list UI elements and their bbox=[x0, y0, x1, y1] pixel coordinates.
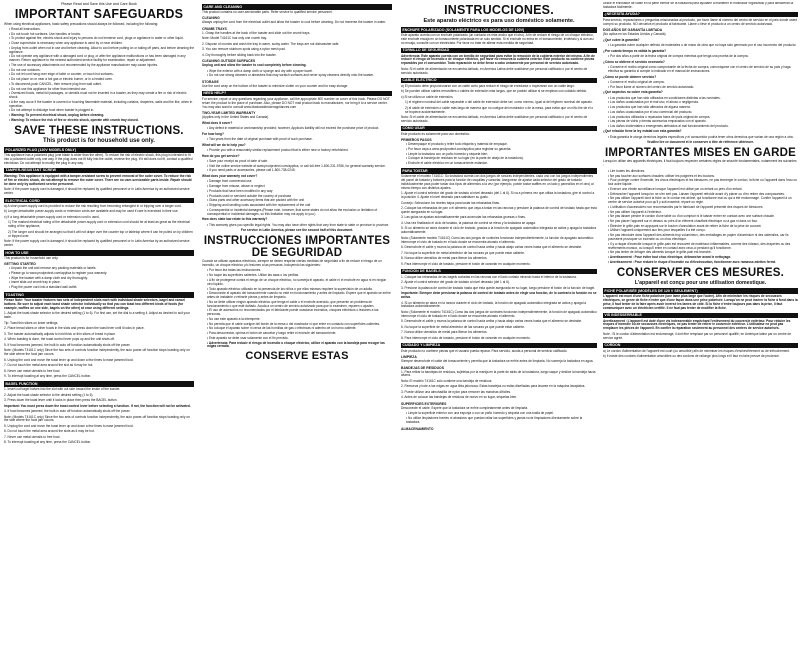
bagel-step: 8. To interrupt toasting at any time, press the CANCEL button. bbox=[4, 440, 92, 445]
fr-cord-item: b) Il existe des cordons d'alimentation amovibles ou des cordons de rallonge plus longs et il faut en faire preuve de prudence. bbox=[603, 354, 780, 359]
warranty-line-es: ¿Por cuánto tiempo es válida la garantía? bbox=[603, 48, 667, 53]
help-text: For service, repair or any questions regarding your appliance, call the appropriate 800 number on cover of this book. Please DO NOT return the product to the place of purchase. Also, please DO NOT mail product back to manufacturer, nor bring it to a service center. You may also want to consult www.blackanddeckerappliances.com bbox=[202, 96, 390, 109]
list-item: • Il y a risque d'incendie lorsque le grille-pain est recouvert de matériaux inflammables, comme des rideaux, des draperies ou des revêtements muraux, ou lorsqu'il entre en contact avec ceux-ci pendant qu'il fonctionne. bbox=[608, 243, 798, 251]
bagel-step: 2. Adjust the toast shade selector to the desired setting (1 to 6). bbox=[4, 392, 94, 397]
toast-step-es: 8. Nunca utilice utensilios de metal para liberar los alimentos. bbox=[401, 256, 488, 261]
storage-text-es: Utilice el enrollador de cable en la parte inferior de la tostadora para ayudarle a mantener el mostrador organizado y para almacenar la tostadora fácilmente. bbox=[603, 2, 794, 9]
list-item: • Ne pas placer l'appareil sur ni dessus ou près d'un élément chauffant électrique ou à gaz ni dans un four. bbox=[608, 220, 798, 224]
toast-step-es: 3. Las guías se ajustan automáticamente para acomodar las rebanadas gruesas o finas. bbox=[401, 215, 526, 220]
bagel-step: Note: (Models T4161C only) Since the two sets of controls function independently, the auto power-off function stops toasting only on the side where the food jam occurs. bbox=[4, 414, 190, 423]
cord-item: b) Longer detachable power-supply cords or extension cords are available and may be used if care is exercised in their use. bbox=[4, 209, 179, 214]
list-item: • This warranty gives you specific legal rights. You may also have other rights that vary from state to state or province to province. bbox=[207, 224, 392, 228]
title-instrucciones: INSTRUCCIONES. bbox=[444, 3, 554, 17]
title-mises-en-garde: IMPORTANTES MISES EN GARDE bbox=[605, 147, 796, 160]
cord-item-es: c) Si se utiliza un cable de extensión, bbox=[401, 94, 454, 99]
list-item: • Coloque la bandeja de residuos en su lugar (en la parte de abajo de la tostadora). bbox=[406, 157, 597, 161]
toast-step-es: 4. Una vez finalizado el ciclo de tostado, la palanca de control se eleva y la tostadora se apaga. bbox=[401, 220, 536, 225]
list-item: • Enchufe el cable eléctrico en un tomacorriente estándar. bbox=[406, 162, 597, 166]
first-steps-list-es bbox=[401, 143, 597, 166]
list-item: • Los daños ocasionados por el mal uso, el abuso o negligencia. bbox=[608, 101, 798, 105]
crumb-step: 2. Dispose of crumbs and wash the tray in warm, sudsy water. The trays are not dishwasher safe. bbox=[202, 41, 340, 46]
list-item: • Shipping and handling costs associated with the replacement of the unit bbox=[207, 204, 392, 208]
ext-list-es bbox=[401, 412, 597, 425]
fr-household-subtitle: L'appareil est conçu pour une utilisation domestique. bbox=[634, 279, 767, 286]
care-text: This product contains no user-serviceable parts. Refer service to qualified service personnel. bbox=[202, 9, 333, 14]
list-item: • Read all instructions. bbox=[9, 28, 194, 32]
toast-step-es: 5. Si un alimento se atora durante el ciclo de tostado, gracias a la función de apagado automático integrada se activa y apaga la tostadora automáticamente. bbox=[401, 226, 597, 235]
conserver-title: CONSERVER CES MESURES. bbox=[616, 266, 785, 279]
section-header-tornillo: TORNILLO DE SEGURIDAD bbox=[401, 48, 597, 54]
column-spanish-usage bbox=[401, 2, 597, 659]
warranty-line: How does state law relate to this warranty? bbox=[202, 217, 268, 222]
list-item: • Por favor llame al número del centro de servicio autorizado. bbox=[608, 86, 798, 90]
subheader-cleaning: CLEANING bbox=[202, 16, 220, 21]
fr-screw-text: Avertissement : L'appareil est doté d'une vis indesserrable empêchant l'enlèvement du couvercle extérieur. Pour réduire les risques d'incendie ou de secousses électriques, ne pas tenter de retirer le couvercle extérieur. L'utilisateur ne peut pas remplacer les pièces de l'appareil. En confier la réparation seulement au personnel des centres de service autorisés. bbox=[603, 318, 791, 331]
warranty-line-es: ¿Qué relación tiene la ley estatal con esta garantía? bbox=[603, 129, 682, 134]
service-note: For service in Latin America, please see the second half of this document. bbox=[240, 228, 354, 233]
list-item: • Products used or serviced outside the country of purchase bbox=[207, 195, 392, 199]
surfaces-bold: Unplug unit and allow the toaster to cool completely before cleaning. bbox=[202, 63, 307, 68]
cord-item: a) A short power-supply cord is provided to reduce the risk resulting from becoming entangled in or tripping over a longer cord. bbox=[4, 203, 182, 208]
column-english-safeguards bbox=[4, 2, 194, 659]
section-header-vis: VIS INDESSERRABLE bbox=[603, 313, 798, 319]
tray-step-es: 1. Para retirar la bandejas de residuos, sujételas por la manija en la parte de atrás de la tostadora, luego saque y deslice la bandeja hacia afuera. bbox=[401, 369, 596, 378]
list-item: • Este aparato se debe usar solamente con el fin previsto. bbox=[207, 337, 392, 341]
list-item: • Plug the power cord into a standard wall outlet. bbox=[9, 286, 194, 290]
subheader-limpieza: LIMPIEZA bbox=[401, 355, 417, 360]
toast-step-es: Consejo: Seleccione los niveles bajos para tostar las rebanadas finas. bbox=[401, 200, 500, 205]
warranty-line: What does it cover? bbox=[202, 120, 233, 125]
section-header-need-help: NEED HELP? bbox=[202, 91, 392, 97]
care-text-es: Este producto no contiene piezas que el usuario pueda reparar. Para servicio, acuda a personal de servicio calificado. bbox=[401, 348, 568, 353]
safeguards-intro: When using electrical appliances, basic safety precautions should always be followed, including the following: bbox=[4, 21, 159, 26]
bagel-step: Important: You must press down the toast control lever before selecting a function. If not, the function will not be activated. bbox=[4, 403, 191, 408]
tamper-screw-text: Warning: This appliance is equipped with a tamper-resistant screw to prevent removal of the outer cover. To reduce the risk of fire or electric shock, do not attempt to remove the outer cover. There are no user-serviceable parts inside. Repair should be done only by authorized service personnel. bbox=[4, 173, 192, 186]
warranty-es-list-4 bbox=[603, 81, 798, 90]
list-item: • Close supervision is necessary when any appliance is used by or near children. bbox=[9, 42, 194, 46]
how-to-use-text: This product is for household use only. bbox=[4, 255, 59, 260]
cord-item: 2) The longer cord should be arranged so that it will not drape over the counter top or tabletop where it can be pulled on by children or tripped over. bbox=[8, 229, 193, 238]
cord-item-es: b) Se pueden utilizar cables removibles o cables de extensión más largos, que se podrán utilizar si se emplean con cuidado debido. bbox=[401, 89, 588, 94]
cleaning-text: Always unplug the cord from the electrical outlet and allow the toaster to cool before cleaning. Do not immerse the toaster in water. bbox=[202, 20, 386, 25]
toasting-step: 2. Place bread slices or other foods in the slots and press down the toast lever until it locks in place. bbox=[4, 326, 145, 331]
warranty-line: For how long? bbox=[202, 131, 224, 136]
list-item: • Any defect in material or workmanship provided; however, Applica's liability will not exceed the purchase price of product. bbox=[207, 127, 392, 131]
subheader-warranty: TWO-YEAR LIMITED WARRANTY bbox=[202, 111, 256, 116]
section-header-cordon: CORDON bbox=[603, 343, 798, 349]
list-item: • Provide you with a reasonably similar replacement product that is either new or factory refurbished. bbox=[207, 149, 392, 153]
subheader-crumb-trays: CRUMB TRAYS bbox=[202, 26, 227, 31]
toast-step-es: 9. Para interrumpir el ciclo de tostado, presione el botón de cancelar en cualquier momento. bbox=[401, 261, 531, 266]
list-item: • Las piezas de vidrio y demás accesorios empacados con el aparato. bbox=[608, 120, 798, 124]
list-item: • Wipe the exterior with a damp cloth or sponge and dry with a paper towel. bbox=[207, 70, 392, 74]
section-header-how-to-use: HOW TO USE bbox=[4, 250, 194, 256]
subheader-outside-surfaces: CLEANING OUTSIDE SURFACES bbox=[202, 59, 256, 64]
help-text-es: Para servicio, reparaciones o preguntas relacionadas al producto, por favor llame al número del centro de servicio en el país donde usted compró su producto. NO devuelva el producto al fabricante. Llame o lleve el producto a un centro de servicio autorizado. bbox=[603, 17, 798, 26]
list-item: • Conserve el recibo original como comprobante de la fecha de compra, comuníquese con el centro de servicio de su país y haga efectiva su garantía si cumple lo indicado en el manual de instrucciones. bbox=[608, 66, 798, 74]
list-item: • Avertissement : Pour éviter tout choc électrique, débrancher avant le nettoyage. bbox=[608, 256, 798, 260]
use-text-es: Este producto es solamente para uso doméstico. bbox=[401, 131, 471, 136]
bagel-step-es: 5. Desenchufe el cable y mueva la palanca de control hacia arriba y hacia abajo varias veces hasta que el alimento se destrabe. bbox=[401, 319, 583, 324]
section-header-tamper-screw: TAMPER-RESISTANT SCREW bbox=[4, 168, 194, 174]
section-header-fiche-polarisee: FICHE POLARISÉE (MODÈLES DE 120 V SEULEMENT) bbox=[603, 288, 798, 294]
section-header-electrical-cord: ELECTRICAL CORD bbox=[4, 198, 194, 204]
list-item: • L'utilisation d'accessoires non recommandés par le fabricant de l'appareil présente des risques de blessures. bbox=[608, 206, 798, 210]
surfaces-list bbox=[202, 70, 392, 79]
list-item: • Ne pas utiliser l'appareil à l'extérieur. bbox=[608, 211, 798, 215]
warranty-line-es: ¿Cómo se obtiene el servicio necesario? bbox=[603, 59, 665, 64]
top-note: Please Read and Save this Use and Care Book bbox=[61, 2, 137, 6]
fr-cord-item: a) Le cordon d'alimentation de l'appareil est court (ou amovible) afin de minimiser les risques d'enchevêtrement ou de trébuchement. bbox=[603, 348, 790, 353]
section-header-como-usar: CÓMO USAR bbox=[401, 126, 597, 132]
list-item: • Unpack the unit and remove any packing materials or labels. bbox=[9, 267, 194, 271]
list-item: • Pour protéger contre l'incendie, les chocs électriques et les blessures, ne pas immerger le cordon, la fiche ou l'appareil dans l'eau ou tout autre liquide. bbox=[608, 179, 798, 187]
list-item: • Ne pas utiliser l'appareil dont la fiche ou le cordon est abîmé, qui fonctionne mal ou qui a été endommagé. Confier l'appareil à un centre de service autorisé pour qu'il y soit examiné, réparé ou réglé. bbox=[608, 197, 798, 205]
warranty-line: (Applies only in the United States and Canada) bbox=[202, 115, 269, 120]
list-item: • To protect against fire, electric shock and injury to persons do not immerse cord, plugs or appliance in water or other liquid. bbox=[9, 37, 194, 41]
subheader-getting-started: GETTING STARTED bbox=[4, 262, 36, 267]
toasting-step: 7. Do not touch the metal area around the slot as it may be hot. bbox=[4, 363, 94, 368]
cord-note: Note: If the power supply cord is damaged, it should be replaced by qualified personnel or in Latin America by an authorized service center. bbox=[4, 187, 190, 195]
household-subtitle-es: Este aparato eléctrico es para uso doméstico solamente. bbox=[423, 18, 575, 25]
bagel-step-es: Importante: Siempre debe presionar la palanca de control de tostado antes de elegir una función, de lo contrario la función no se activa. bbox=[401, 291, 597, 300]
list-item: • Do not use this appliance for other than intended use. bbox=[9, 88, 194, 92]
list-item: • Exercer une étroite surveillance lorsque l'appareil est utilisé par un enfant ou près d'un enfant. bbox=[608, 188, 798, 192]
list-item: • Ne pas tenter de déloger des aliments lorsque le grille-pain est branché. bbox=[608, 251, 798, 255]
toast-step-es: 1. Ajuste el control selector del grado de tostado al nivel deseado (del 1 al 6). Si va a primera vez que utiliza la tostadora, gire el control a la posición 4. Ajuste el nivel deseado para satisfacer su gusto. bbox=[401, 191, 595, 200]
list-item: • Unplug from outlet when not in use and before cleaning. Allow to cool before putting on or taking off parts, and before cleaning the appliance. bbox=[9, 47, 194, 55]
list-item: • Damage from misuse, abuse or neglect bbox=[207, 185, 392, 189]
warranty-line-es: ¿Qué cubre la garantía? bbox=[603, 37, 640, 42]
list-item: • Todo aparato eléctrico utilizado en la presencia de los niños o por ellos mismos requiere la supervisión de un adulto. bbox=[207, 288, 392, 292]
list-item: • El uso de accesorios no recomendados por el fabricante puede ocasionar incendios, choques eléctricos o lesiones a las personas. bbox=[207, 309, 392, 317]
list-item: • Insert slide-out crumb tray in place. bbox=[9, 281, 194, 285]
subheader-storage: STORAGE bbox=[202, 79, 219, 84]
storage-text: Use the cord wrap on the bottom of the toaster to minimize clutter on your counter and for easy storage. bbox=[202, 83, 349, 88]
bagel-step-es: Nota: (Solamente el modelo T4161C) Como las dos juegos de controles funcionan independientemente, la función de apagado automático interrumpe el ciclo de tostado en el lado donde se encuentra atorado el alimento. bbox=[401, 309, 597, 318]
list-item: • If you need parts or accessories, please call 1-800-738-0245. bbox=[207, 169, 392, 173]
toasting-note: Please Note: Your toaster features two sets of independent slots each with individual shade selectors, bagel and cancel buttons. Be sure to adjust each toast shade selector individually so that you can toast two different kinds of foods (for example, waffles on one side, bagels on the other) at once using different settings. bbox=[4, 298, 186, 310]
clean-text-es: Siempre desenchufe el cable del tomacorriente y permita que la tostadora se enfríe antes de limpiarla. No sumerja la tostadora en agua. bbox=[401, 359, 594, 364]
tray-step-es: 2. Remueva y bote a las migas en agua tibia jabonosa. Estas bandejas no están diseñadas para lavarse en la máquina lavaplatos. bbox=[401, 384, 586, 389]
warranty-line-es: (No aplica en los Estados Unidos y Canadá) bbox=[603, 32, 666, 37]
list-item: • Do not use strong cleaners or abrasives that may scratch surfaces and never spray cleaners directly onto the toaster. bbox=[207, 74, 392, 78]
section-header-toasting: TOASTING bbox=[4, 292, 194, 298]
subheader-superficies: SUPERFICIES EXTERIORES bbox=[401, 401, 447, 406]
warranty-line: What will we do to help you? bbox=[202, 142, 246, 147]
tray-step-es: 4. Antes de colocar las bandejas de residuos de nuevo en su lugar, séquelas bien. bbox=[401, 395, 518, 400]
toast-step-es: 6. Desenchufe el cable y mueva la palanca de control hacia arriba y hacia abajo varias veces hasta que el alimento se destrabe. bbox=[401, 245, 583, 250]
list-item: • Limpie la tostadora con un paño húmedo y séquela bien. bbox=[406, 153, 597, 157]
list-item: • Éteindre le grille-pain en appuyant sur le bouton d'annulation avant de retirer la fiche de la prise de courant. bbox=[608, 225, 798, 229]
bagel-step-es: 3. Presione la palanca de control de tostado hasta que ésta quede asegurada en su lugar, luego presione el botón de la función de bagel. bbox=[401, 285, 596, 290]
list-item: • La garantía cubre cualquier defecto de materiales o de mano de obra que no haya sido generado por el uso incorrecto del producto. bbox=[608, 44, 798, 48]
list-item: • Desempaque el producto y retire todo etiqueta y material de empaque. bbox=[406, 143, 597, 147]
cord-item: c) If a long detachable power-supply cord or extension cord is used, bbox=[4, 214, 100, 219]
subheader-garantia: DOS AÑOS DE GARANTÍA LIMITADA bbox=[603, 28, 663, 33]
warranty-line-es: ¿Qué aspectos no cubre esta garantía? bbox=[603, 90, 663, 95]
toasting-step: 8. Never use metal utensils to free food. bbox=[4, 368, 61, 373]
list-item: • Two years from the date of original purchase with proof of such purchase. bbox=[207, 138, 392, 142]
list-item: • No toque las superficies calientes. Utilice las asas o los perillas. bbox=[207, 274, 392, 278]
section-header-necesita-ayuda: ¿NECESITA AYUDA? bbox=[603, 12, 798, 18]
cord-item-es: a) El producto debe proporcionarse con un cable corto para reducir el riesgo de enredarse o tropezarse con un cable largo. bbox=[401, 83, 575, 88]
safeguards-list bbox=[4, 28, 194, 123]
safeguards-intro-es: Cuando se utilizan aparatos eléctricos, siempre se deben respetar ciertas medidas de seguridad a fin de reducir el riesgo de un incendio, un choque eléctrico y/o lesiones a las personas, incluyendo las siguientes: bbox=[202, 259, 382, 267]
toast-note-es: Solamente el modelo T4161C: Su tostadora cuenta con dos juegos de ranuras independientes, cada uno con los juegos independientes del panel de tostado y botones para la función de rosquillas y cancelar. Asegúrese de ajustar cada selector del grado de tostado individualmente para poder tostar dos tipos de alimentos a la vez (por ejemplo, puede tostar waffles en un lado y panecillos en el otro) al mismo tiempo con distintos ajustes. bbox=[401, 173, 594, 190]
title-instrucciones-seguridad: INSTRUCCIONES IMPORTANTES DE SEGURIDAD bbox=[203, 234, 391, 260]
household-use-subtitle: This product is for household use only. bbox=[43, 137, 155, 144]
list-item: • Save your receipt as proof of date of sale. bbox=[207, 160, 392, 164]
warranty-es-list-2 bbox=[603, 55, 798, 59]
warranty-list-2 bbox=[202, 138, 392, 142]
save-instructions-title: SAVE THESE INSTRUCTIONS. bbox=[14, 124, 184, 137]
list-item: • Lire toutes les directives. bbox=[608, 170, 798, 174]
list-item: • No se debe utilizar ningún aparato eléctrico que tenga el cable o el enchufe averiado, que presente un problema de funcionamiento o que esté dañado. Acuda a un centro de servicio autorizado para que lo examinen, reparen o ajusten. bbox=[207, 301, 392, 309]
toasting-step: 9. To interrupt toasting at any time, press the CANCEL button. bbox=[4, 374, 92, 379]
list-item: • Los productos que han sido alterados de alguna manera. bbox=[608, 106, 798, 110]
column-english-care-spanish-safeguards bbox=[202, 2, 392, 659]
list-item: • Products that have been modified in any way bbox=[207, 190, 392, 194]
fr-plug-text: L'appareil est muni d'une fiche polarisée (une lame plus large que l'autre). Afin de minimiser les risques de secousses électriques, ce genre de fiche n'entre que d'une façon dans une prise polarisée. Lorsqu'on ne peut insérer la fiche à fond dans la prise, il faut tenter de la faire après avoir inversé les lames de côté. Si la fiche n'entre toujours pas dans la prise, il faut communiquer avec un électricien certifié. Il ne faut pas tenter de modifier la fiche. bbox=[603, 293, 798, 310]
warranty-es-list-1 bbox=[603, 44, 798, 48]
list-item: • Wipe the toaster with a damp cloth and dry thoroughly. bbox=[9, 277, 194, 281]
polarized-plug-text: This appliance has a polarized plug (one blade is wider than the other). To reduce the risk of electric shock, this plug is intended to fit into a polarized outlet only one way. If the plug does not fit fully into the outlet, reverse the plug. If it still does not fit, contact a qualified electrician. Do not attempt to modify the plug in any way. bbox=[4, 153, 193, 165]
subheader-almacenamiento: ALMACENAMIENTO bbox=[401, 426, 434, 431]
list-item: • Por dos años a partir de la fecha original de compra mientras que tenga una prueba de la compra. bbox=[608, 55, 798, 59]
list-item: • Advertencia: Para reducir el riesgo de incendio o choque eléctrico, utilice el aparato con la bandeja para recoger las migas cerrada. bbox=[207, 342, 392, 350]
list-item: • No use este aparato a la intemperie. bbox=[207, 318, 392, 322]
list-item: • Esta garantía le otorga derechos legales específicos y el consumidor podría tener otros derechos que varían de una región a otra. bbox=[608, 136, 798, 140]
list-item: • Do not attempt to dislodge food when toaster is plugged in. bbox=[9, 109, 194, 113]
warranty-line-es: ¿Cómo se puede obtener servicio? bbox=[603, 74, 657, 79]
safeguards-list-es bbox=[202, 269, 392, 349]
bagel-step-es: 4. Si un alimento se atora en la ranura durante el ciclo de tostado, la función de apagado automático integrada se activa y apaga la tostadora automáticamente. bbox=[401, 300, 586, 309]
bagel-step-es: 1. Coloque las rebanadas de las bagels cortadas en las ranuras con el lado cortado mirando hacia el interior de la tostadora. bbox=[401, 274, 577, 279]
toasting-step: Tip: Toast thin slices on lower settings. bbox=[4, 320, 59, 325]
list-item: • No utilice limpiadores fuertes ni abrasivos que puedan rallar las superficies y jamás rocíe limpiadores directamente sobre la tostadora. bbox=[406, 417, 597, 425]
list-item: • No permita que el cable cuelgue del borde de la mesa o del mostrador ni que entre en contacto con superficies calientes. bbox=[207, 323, 392, 327]
list-item: • Limpie la superficie exterior con una esponja o con un paño húmedo y séquela con una toalla de papel. bbox=[406, 412, 597, 416]
warranty-line: How do you get service? bbox=[202, 153, 240, 158]
crumb-step: Note: Model T4161C has only one crumb tray. bbox=[202, 36, 267, 41]
conserve-estas-title: CONSERVE ESTAS bbox=[245, 350, 349, 363]
column-spanish-warranty-french bbox=[603, 2, 798, 659]
subheader-bandejas: BANDEJAS DE RESIDUOS bbox=[401, 365, 444, 370]
list-item: • Do not operate any appliance with a damaged cord or plug, or after the appliance malfunctions or has been damaged in any manner. Return appliance to the nearest authorized service facility for examination, repair or adjustment. bbox=[9, 55, 194, 63]
list-item: • Do not touch hot surfaces. Use handles or knobs. bbox=[9, 33, 194, 37]
bagel-step: 1. Insert cut bagel halves into the slot with cut side toward the inside of the toaster. bbox=[4, 387, 121, 392]
list-item: • Los daños incidentales o emergentes atribuidos al mal funcionamiento del producto. bbox=[608, 125, 798, 129]
toast-step-es: 7. No toque la superficie de metal alrededor de las ranuras ya que puede estar caliente. bbox=[401, 250, 525, 255]
warranty-list-6 bbox=[202, 224, 392, 228]
subheader-primeros-pasos: PRIMEROS PASOS bbox=[401, 138, 432, 143]
list-item: • Glass parts and other accessory items that are packed with the unit bbox=[207, 199, 392, 203]
toasting-step: 5. If food becomes jammed, the built-in auto off function automatically shuts off the power. bbox=[4, 342, 131, 347]
bagel-step-es: 2. Ajuste el control selector del grado de tostado al nivel deseado (del 1 al 6). bbox=[401, 280, 510, 285]
bagel-step: 6. Do not touch the metal area around the slots as it may be hot. bbox=[4, 429, 95, 434]
crumb-step: 3. You can remove stubborn spots using a nylon mesh pad. bbox=[202, 47, 286, 52]
ext-text-es: Desconecte el cable. Espere que la tostadora se enfríe completamente antes de limpiarla. bbox=[401, 405, 529, 410]
warranty-es-list-3 bbox=[603, 66, 798, 74]
toasting-step: 1. Adjust the toast shade selector to the desired setting (1 to 6). For first use, set the dial to a setting 4. Adjust as desired to suit your taste. bbox=[4, 311, 190, 320]
warranty-list-5 bbox=[202, 180, 392, 216]
polar-text-es: Este aparato cuenta con un enchufe polarizado (un contacto es más ancho que el otro). A fin de reducir el riesgo de un choque eléctrico, este enchufe encaja en un tomacorriente polarizada en un solo sentido. Si el enchufe no entra en el tomacorriente, inviértalo y si aun así no encaja, consulte con un electricista. Por favor no trate de alterar esta medida de seguridad. bbox=[401, 32, 594, 45]
warranty-es-list-6 bbox=[603, 136, 798, 140]
toast-step-es: Nota: (Solamente modelo T4161C) Como las dos juegos de controles funcionan independientemente, la función de apagado automático interrumpe el ciclo de tostado en el lado donde se encuentra atorado el alimento. bbox=[401, 235, 594, 244]
list-item: • Oversized foods, metal foil packages, or utensils must not be inserted in a toaster, as they may create a fire or risk of electric shock. bbox=[9, 92, 194, 100]
toast-step-es: 2. Coloque las rebanadas de pan o el alimento que vaya a tostar en las ranuras y presione la palanca de control de tostado hasta que ésta quede asegurada en su lugar. bbox=[401, 206, 597, 214]
list-item: • Damage from commercial use bbox=[207, 180, 392, 184]
list-item: • Consequential or incidental damages (Please note, however, that some states do not allow the exclusion or limitation of consequential or incidental damages, so this limitation may not apply to you.) bbox=[207, 209, 392, 217]
cord-item-es: 1) el régimen nominal del cable separable o del cable de extensión debe ser, como mínimo, igual al del régimen nominal del aparato. bbox=[405, 100, 593, 105]
list-item: • Warning: To reduce the risk of fire or electric shock, operate with crumb tray closed. bbox=[9, 119, 194, 123]
bagel-step-es: 6. No toque la superficie de metal alrededor de las ranuras ya que puede estar caliente. bbox=[401, 324, 525, 329]
section-header-cable: CABLE ELÉCTRICO bbox=[401, 78, 597, 84]
list-item: • Do not use outdoors. bbox=[9, 69, 194, 73]
list-item: • Do not place on or near a hot gas or electric burner, or in a heated oven. bbox=[9, 78, 194, 82]
cord-item: 1) The marked electrical rating of the detachable power-supply cord or extension cord should be at least as great as the electrical rating of the appliance, bbox=[8, 220, 190, 229]
list-item: • Do not let cord hang over edge of table or counter, or touch hot surfaces. bbox=[9, 73, 194, 77]
fr-intro: Lorsqu'on utilise des appareils électriques, il faut toujours respecter certaines règles de sécurité fondamentales, notamment les suivantes : bbox=[603, 159, 797, 168]
bagel-step-es: 8. Para interrumpir el ciclo de tostado, presione el botón de cancelar en cualquier momento. bbox=[401, 335, 531, 340]
section-header-care-cleaning: CARE AND CLEANING bbox=[202, 4, 392, 10]
list-item: • Visit the online service website at www.prodprotect.com/applica, or call toll-free 1-800-231-9786, for general warranty service. bbox=[207, 165, 392, 169]
title-important-safeguards: IMPORTANT SAFEGUARDS bbox=[14, 7, 184, 22]
toasting-step: 4. When toasting is done, the toast control lever pops up and the unit shuts off. bbox=[4, 337, 115, 342]
list-item: • A fin de protegerse contra el riesgo de un choque eléctrico, no sumerja el aparato, el cable ni el enchufe en agua ni en ningún otro líquido. bbox=[207, 279, 392, 287]
list-item: • Los productos utilizados o reparados fuera del país original de compra. bbox=[608, 116, 798, 120]
list-item: • Para desconectar, oprima el botón de cancelar y luego retire el enchufe del tomacorriente. bbox=[207, 332, 392, 336]
bagel-step: 7. Never use metal utensils to free food. bbox=[4, 434, 61, 439]
screw-note-es: Nota: Si el cable de alimentación se encuentra dañado, en América Latina debe sustituirse por personal calificado o por el centro de servicio autorizado. bbox=[401, 66, 588, 75]
crumb-step: 4. Dry thoroughly before sliding back into the toaster. bbox=[202, 52, 277, 57]
list-item: • To disconnect,push CANCEL, then remove plug from wall outlet. bbox=[9, 83, 194, 87]
list-item: • Ne pas laisser pendre le cordon d'une table ou d'un comptoir ni le laisser entrer en contact avec une surface chaude. bbox=[608, 215, 798, 219]
bagel-step: 4. If food becomes jammed, the built-in auto off function automatically shuts off the power. bbox=[4, 409, 131, 414]
list-item: • Los daños ocasionados por el uso comercial del producto. bbox=[608, 111, 798, 115]
getting-started-list bbox=[4, 267, 194, 290]
section-header-enchufe-polarizado: ENCHUFE POLARIZADO (SOLAMENTE PARA LOS MODELOS DE 120V) bbox=[401, 27, 597, 33]
section-header-polarized-plug: POLARIZED PLUG (120V MODELS ONLY) bbox=[4, 147, 194, 153]
warranty-line: What does your warranty not cover? bbox=[202, 173, 258, 178]
warranty-list-3 bbox=[202, 149, 392, 153]
bagel-step: 3. Press down the toast lever until it locks in place then press the BAGEL button. bbox=[4, 398, 118, 403]
list-item: • Conserve el recibo original de compra. bbox=[608, 81, 798, 85]
toasting-step: Note: (Models T4161C only) Since the two sets of controls function independently, the auto power-off function stops toasting only on the side where the food jam occurs. bbox=[4, 348, 190, 357]
list-item: • Desconecte el aparato del tomacorriente cuando no esté en funcionamiento y antes de limpiarlo. Espere que el aparato se enfríe antes de instalarle o retirarle piezas y antes de limpiarlo. bbox=[207, 292, 392, 300]
list-item: • Warning: To prevent electrical shock, unplug before cleaning. bbox=[9, 114, 194, 118]
warranty-es-list-5 bbox=[603, 97, 798, 129]
list-item: • Los productos que han sido utilizados en condiciones distintas a las normales. bbox=[608, 97, 798, 101]
warranty-list-1 bbox=[202, 127, 392, 131]
warranty-list-4 bbox=[202, 160, 392, 173]
fr-screw-note: Note : Si le cordon d'alimentation est endommagé, il doit être remplacé par un personnel qualifié; en Amérique latine par un centre de service agréé. bbox=[603, 331, 792, 340]
fr-safeguards-list bbox=[603, 170, 798, 265]
list-item: • Ne pas introduire dans l'appareil des aliments trop volumineux, des emballages en papier d'aluminium ni des ustensiles, car ils pourraient provoquer un incendie ou un choc électrique. bbox=[608, 234, 798, 242]
list-item: • Utiliser l'appareil uniquement aux fins pour lesquelles il a été conçu. bbox=[608, 229, 798, 233]
bagel-step: 5. Unplug the cord and move the toast lever up and down a few times to ease jammed food. bbox=[4, 423, 134, 428]
list-item: • Avertissement : Pour réduire le risque d'incendie ou d'électrocution, fonctionner avec ramasse-miettes fermé. bbox=[608, 261, 798, 265]
cord-item-es: 2) el cable de extensión o cable más largo de manera que no cuelgue del mostrador o de la mesa, para evitar que un niño tire de él o se tropiece accidentalmente. bbox=[405, 105, 594, 114]
cord-note-es: Nota: Si el cable de alimentación se encuentra dañado, en América Latina debe sustituirse por personal calificado o por el centro de servicio autorizado. bbox=[401, 115, 588, 123]
list-item: • A fire may occur if the toaster is covered or touching flammable material, including curtains, draperies, walls and the like, when in operation. bbox=[9, 101, 194, 109]
french-read-note: Veuillez lire ce document et le conserver à titre de référence ultérieure. bbox=[646, 140, 754, 145]
toasting-step: 6. Unplug the cord and move the toast lever up and down a few times to ease jammed food. bbox=[4, 357, 134, 362]
tray-step-es: 3. Puede utilizar una almohadilla de nylon para remover las manchas difíciles. bbox=[401, 389, 512, 394]
section-header-funcion-bagels: FUNCIÓN DE BAGELS bbox=[401, 269, 597, 275]
list-item: • Ne pas toucher aux surfaces chaudes; utiliser les poignées et les boutons. bbox=[608, 175, 798, 179]
section-header-para-tostar: PARA TOSTAR bbox=[401, 168, 597, 174]
crumb-step: 1. Grasp the handles at the back of the toaster and slide out the crumb trays. bbox=[202, 30, 311, 35]
list-item: • Please go to www.prodprotect.com/applica to register your warranty. bbox=[9, 272, 194, 276]
section-header-cuidado-limpieza: CUIDADO Y LIMPIEZA bbox=[401, 343, 597, 349]
screw-text-es: Advertencia: Este aparato cuenta con un tornillo de seguridad para evitar la remoción de la cubierta exterior del mismo. A fin de reducir el riesgo de incendio o de choque eléctrico, por favor no remueva la cubierta exterior. Este producto no contiene piezas reparables por el consumidor. Toda reparación se debe llevar a cabo únicamente por personal de servicio autorizado. bbox=[401, 53, 595, 66]
section-header-bagel-function: BAGEL FUNCTION bbox=[4, 381, 194, 387]
list-item: • Por favor vaya a www.prodprotect.com/applica para registrar su garantía. bbox=[406, 148, 597, 152]
list-item: • No coloque el aparato sobre ni cerca de las hornillas de gas o eléctricas ni adentro de un horno caliente. bbox=[207, 327, 392, 331]
cord-note-2: Note: If the power supply cord is damaged, it should be replaced by qualified personnel or in Latin America by an authorized service center. bbox=[4, 239, 190, 248]
toasting-step: 3. The toaster automatically adjusts to hold thick or thin slices of bread in place. bbox=[4, 331, 116, 336]
list-item: • Por favor lea todas las instrucciones. bbox=[207, 269, 392, 273]
list-item: • The use of accessory attachments not recommended by the appliance manufacturer may cause injuries. bbox=[9, 64, 194, 68]
tray-step-es: Nota: El modelo T4161C sólo contiene una bandeja de residuos. bbox=[401, 378, 493, 383]
list-item: • Débrancher l'appareil lorsqu'on ne s'en sert pas. Laisser l'appareil refroidir avant d'y placer ou d'en retirer des composantes. bbox=[608, 193, 798, 197]
bagel-step-es: 7. Nunca utilice utensilios de metal para liberar los alimentos. bbox=[401, 330, 488, 335]
